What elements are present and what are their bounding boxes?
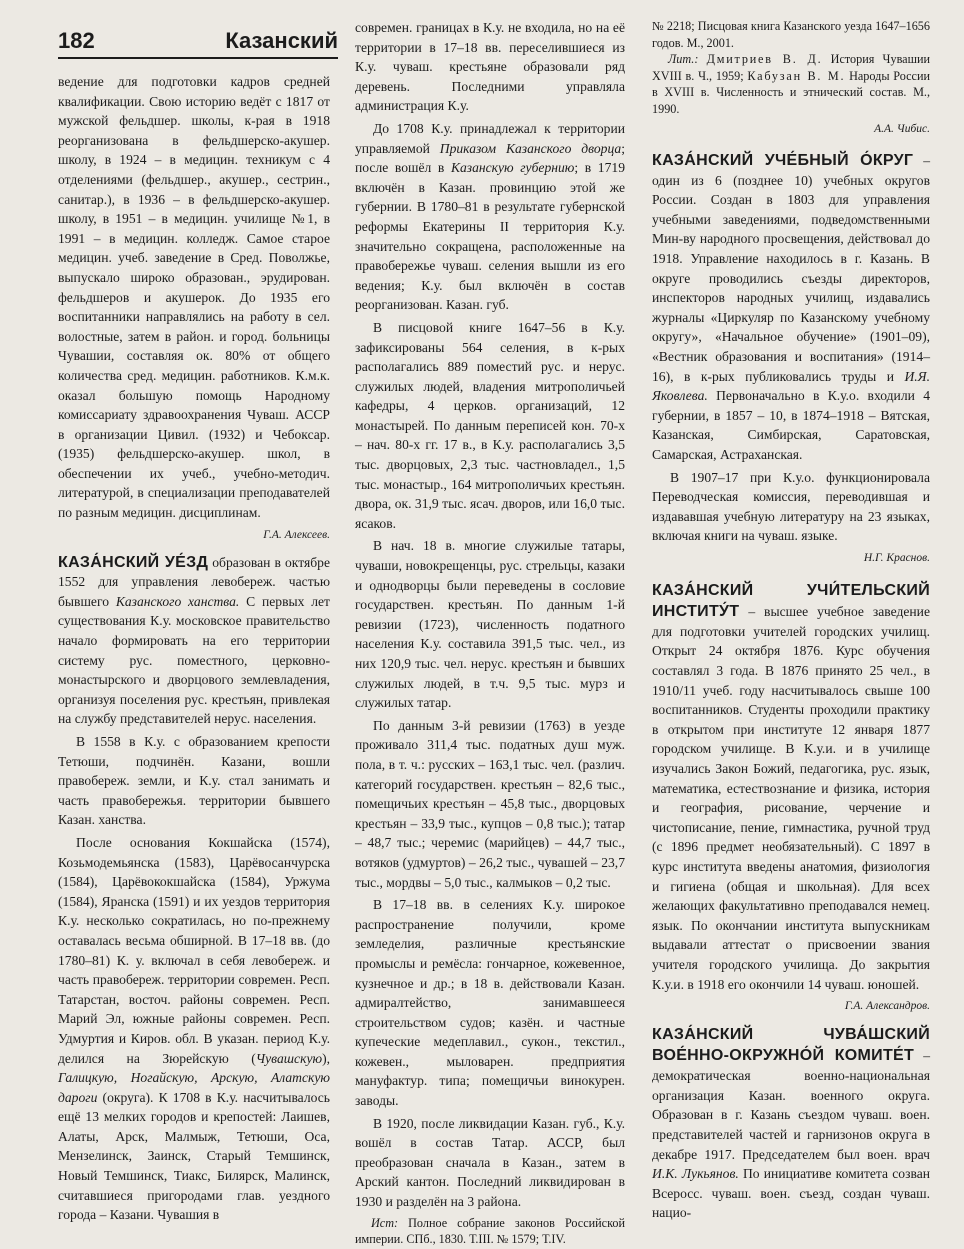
paragraph: В нач. 18 в. многие служилые татары, чуваши, новокрещенцы, рус. стрельцы, казаки и однодворцы были переведены в сословие государствен. крестьян. По данным 1-й ревизии (1723), численность податного населения К.у. составила 391,5 тыс. чел., из них 120,9 тыс. чел. нерус. крестьян и бывших служилых людей, в т.ч. 9,5 тыс. мурз и служилых татар. (355, 538, 625, 711)
sources-block (355, 1215, 625, 1248)
page-number: 182 (58, 28, 95, 53)
cross-reference: И.К. Лукьянов. (652, 1166, 739, 1182)
entry-committee (652, 1024, 930, 1223)
paragraph (355, 119, 625, 315)
paragraph: ведение для подготовки кадров средней квалификации. Свою историю ведёт с 1817 от мужской фельдшер. школы, к-рая в 1918 реорганизована в фельдшерско-акушер. школу, в 1924 – в медицин. техникум с 4 отделениями (фельдшер., акушер., сестрин., санитар.), в 1936 – в фельдшерско-акушер. школу, в 1951 – в медицин. училище №1, в 1991 – в медицин. колледж. Самое старое медицин. учеб. заведение в Сред. Поволжье, выпускало широко образован., эрудирован. фельдшеров и акушерок. До 1935 его воспитанники направлялись на работу в сел. волостные, затем в район. и город. больницы Чувашии, составляя ок. 80% от общего количества сред. медицин. работников. К.м.к. оказал большую помощь Народному комиссариату здравоохранения Чуваш. АССР в организации Цивил. (1932) и Чебоксар. (1935) фельдшерско-акушер. школ, в обеспечении их учеб., учебно-методич. литературой, в специализации преподавателей по разным медицин. дисциплинам. (58, 74, 330, 521)
entry-text: По инициативе комитета созван Всеросс. чуваш. воен. съезд, создан чуваш. нацио- (652, 1166, 930, 1221)
sources-label: Ист: (371, 1215, 399, 1230)
paragraph-text: До 1708 К.у. принадлежал к территории управляемой (355, 120, 625, 156)
paragraph: По данным 3-й ревизии (1763) в уезде проживало 311,4 тыс. податных душ муж. пола, в т. ч.: русских – 163,1 тыс. чел. (различ. категорий государствен. крестьян – 82,6 тыс., помещичьих крестьян – 45,8 тыс., дворцовых крестьян – 33,9 тыс., купцов – 0,8 тыс.); татар – 48,7 тыс.; черемис (марийцев) – 44,7 тыс., вотяков (удмуртов) – 26,2 тыс., чувашей – 23,7 тыс., мордвы – 5,0 тыс., калмыков – 0,2 тыс. (355, 717, 625, 890)
paragraph-text: (округа). К 1708 в К.у. насчитывалось ещё 13 мелких городов и крепостей: Лаишев, Алаты, Арск, Малмыж, Тетюши, Оса, Мензелинск, Заинск, Старый Темшинск, Новый Темшинск, Тиакс, Билярск, Малинск, считавшиеся пригородами глав. уездного города – Казани. Чувашия в (58, 1089, 330, 1223)
author-signature: Г.А. Алексеев. (263, 528, 330, 541)
column-1 (58, 72, 330, 1225)
author-signature: Г.А. Александров. (844, 1000, 930, 1013)
paragraph: В 1920, после ликвидации Казан. губ., К.у. вошёл в состав Татар. АССР, был преобразован сначала в Казан., затем в Арский кантон. Последний ликвидирован в 1930 и разделён на 3 района. (355, 1115, 625, 1210)
paragraph: В 17–18 вв. в селениях К.у. широкое распространение получили, кроме земледелия, различные крестьянские промыслы и ремёсла: гончарное, кожевенное, кузнечное и др.; в 18 в. действовали Казан. адмиралтейство, занимавшееся строительством судов; казён. и частные купеческие медеплавил., сукон., текстил., кожевен., мыловарен. предприятия мануфактур. типа; помещичьи винокурен. заводы. (355, 897, 625, 1109)
cross-reference: И.Я. Яковлева. (652, 368, 930, 404)
literature-text: История Чувашии XVIII в. Ч., 1959; (652, 52, 931, 83)
entry-text: образован в октябре 1552 для управления левобереж. частью бывшего (58, 554, 330, 609)
running-title: Казанский (225, 28, 338, 53)
author-signature: Н.Г. Краснов. (863, 551, 930, 564)
literature-label: Лит.: (668, 52, 699, 66)
paragraph-text: ), (322, 1050, 330, 1066)
page-header (58, 28, 338, 56)
cross-reference: Приказом Казанского дворца (439, 140, 622, 156)
cross-reference: Казанскую губернию (450, 160, 575, 176)
sources-text: Полное собрание законов Российской империи. СПб., 1830. Т.III. № 1579; Т.IV. (355, 1215, 625, 1247)
column-3 (652, 18, 930, 1223)
paragraph: современ. границах в К.у. не входила, но на её территории в 17–18 вв. переселившиеся из К.у. чуваш. крестьяне образовали ряд деревень. Последними управляла администрация К.у. (355, 20, 625, 114)
bibliography-block (652, 18, 930, 117)
entry-text: – демократическая военно-национальная организация Казан. военного округа. Образован в г. Казань съездом чуваш. воен. представителей частей и гарнизонов округа в декабре 1917. Председателем был воен. врач (652, 1048, 930, 1162)
entry-title: КАЗА́НСКИЙ УЧЕ́БНЫЙ О́КРУГ (652, 152, 914, 169)
entry-okrug (652, 151, 930, 465)
author-signature: А.А. Чибис. (874, 123, 930, 135)
literature (652, 51, 930, 117)
entry-text: С первых лет существования К.у. московское правительство начало формировать на его территории систему рус. поместного, церковно-монастырского и дворцового землевладения, организуя поселения рус. крестьян, привлекая на службу представителей нерус. населения. (58, 593, 330, 727)
literature-author: Кабузан В. М. (747, 68, 846, 83)
cross-reference: Чувашскую (255, 1050, 323, 1066)
entry-title: КАЗА́НСКИЙ УЕ́ЗД (58, 553, 209, 571)
entry-text: – высшее учебное заведение для подготовки учителей городских училищ. Открыт 24 октября 1876. Курс обучения составлял 3 года. В 1876 принято 25 чел., в 1910/11 учеб. году насчитывалось свыше 100 воспитанников. Студенты проходили практику в открытом при институте 12 января 1877 городском училище. В К.у.и. и в училище изучались Закон Божий, педагогика, рус. язык, математика, естествознание и физика, история и география, рисование, черчение и чистописание, пение, гимнастика, ручной труд (с 1896 предмет необязательный). С 1897 в курс института введены анатомия, физиология и гигиена (общая и школьная). Для всех желающих факультативно преподавался немец. язык. По окончании института выпускникам выдавали аттестат о присвоении звания учителя городского училища. До закрытия К.у.и. в 1918 его окончили 14 чуваш. юношей. (652, 603, 930, 992)
paragraph-text: ; после вошёл в (355, 140, 625, 176)
entry-title: КАЗА́НСКИЙ УЧИ́ТЕЛЬСКИЙ ИНСТИТУ́Т (652, 581, 930, 620)
literature-author: Дмитриев В. Д. (706, 52, 823, 66)
paragraph (58, 833, 330, 1225)
column-2 (355, 18, 625, 1248)
paragraph-text: После основания Кокшайска (1574), Козьмодемьянска (1583), Царёвосанчурска (1584), Царёвококшайска (1584), Уржума (1584), Яранска (1591) и их уездов территория К.у. несколько сократилась, но по-прежнему оставалась весьма обширной. В 17–18 вв. (до 1780–81) К. у. включал в себя левобереж. и часть правобереж. территории современ. Респ. Татарстан, восточ. районы современ. Респ. Марий Эл, южные районы современ. Респ. Удмуртия и Киров. обл. В указан. период К.у. делился на Зюрейскую ( (58, 834, 330, 1066)
cross-reference: Казанского ханства. (115, 593, 240, 609)
entry-uezd (58, 553, 330, 729)
entry-text: – один из 6 (позднее 10) учебных округов России. Создан в 1803 для управления учебными заведениями, подведомственными Мин-ву народного просвещения, действовал до 1918. Управление находилось в г. Казань. В округе проводились съезды директоров, инспекторов народных училищ, издавались журналы «Циркуляр по Казанскому учебному округу», «Начальное обучение» (1901–09), «Вестник образования и воспитания» (1914–16), в к-рых публиковались труды и (652, 153, 930, 384)
cross-reference: Галицкую, Ногайскую, Арскую, Алатскую дароги (58, 1070, 330, 1105)
paragraph: В 1907–17 при К.у.о. функционировала Переводческая комиссия, переводившая и издававшая учебную литературу на 23 языках, включая книги на чуваш. языке. (652, 469, 930, 544)
entry-institute (652, 580, 930, 994)
sources (355, 1215, 625, 1248)
paragraph-text: ; в 1719 включён в Казан. провинцию этой же губернии. В 1780–81 в результате губернской реформы Екатерины II территория К.у. значительно сокращена, расположенные на правобережье чуваш. селения вышли из его ведения; К.у. был включён в состав реорганизован. Казан. губ. (355, 160, 625, 313)
header-rule (58, 57, 338, 59)
entry-title: КАЗА́НСКИЙ ЧУВА́ШСКИЙ ВОЕ́ННО-ОКРУЖНО́Й КОМИТЕ́Т (652, 1026, 930, 1065)
literature-text: Народы России в XVIII в. Численность и этнический состав. М., 1990. (652, 68, 931, 116)
paragraph: В писцовой книге 1647–56 в К.у. зафиксированы 564 селения, в к-рых располагались 889 поместий рус. и нерус. служилых людей, владения митрополичьей кафедры, 4 церков. организаций, 12 монастырей. По данным переписей кон. 70-х – нач. 80-х гг. 17 в., в К.у. располагались 3,5 тыс. дворцовых, 2,3 тыс. частновладел., 1,5 тыс. монастыр., 164 митрополичьих крестьян. двора, ок. 31,9 тыс. ясач. дворов, или 16,0 тыс. ясаков. (355, 319, 625, 531)
paragraph: В 1558 в К.у. с образованием крепости Тетюши, подчинён. Казани, вошли правобереж. земли, и К.у. стал занимать и часть правобережья. территории бывшего Казан. ханства. (58, 734, 330, 828)
entry-text: Первоначально в К.у.о. входили 4 губернии, в 1857 – 10, в 1874–1918 – Вятская, Казанская, Симбирская, Саратовская, Самарская, Астраханская. (652, 388, 930, 462)
sources-continued: № 2218; Писцовая книга Казанского уезда 1647–1656 годов. М., 2001. (652, 19, 930, 50)
